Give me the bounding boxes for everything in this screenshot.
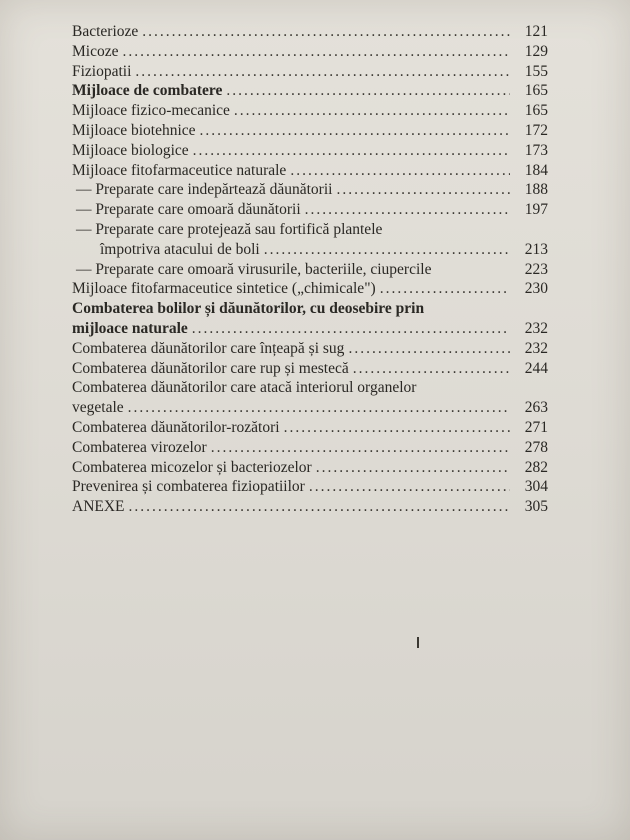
toc-entry <box>72 101 548 121</box>
toc-entry-title: — Preparate care omoară virusurile, bacteriile, ciupercile <box>76 260 432 278</box>
dot-leader <box>348 339 510 359</box>
toc-entry-title: Bacterioze <box>72 23 139 40</box>
toc-entry-page: 223 <box>524 260 548 278</box>
toc-entry-title: Combaterea virozelor <box>72 438 207 456</box>
dot-leader <box>122 42 510 62</box>
toc-entry-title: Prevenirea și combaterea fiziopatiilor <box>72 478 305 496</box>
toc-entry-page: 263 <box>524 399 548 417</box>
toc-entry-title: împotriva atacului de boli <box>100 240 260 258</box>
toc-entry <box>72 438 548 458</box>
toc-entry <box>72 458 548 478</box>
toc-entry-page: 188 <box>524 181 548 199</box>
toc-entry <box>72 121 548 141</box>
dot-leader <box>353 359 510 379</box>
toc-entry-page: 304 <box>524 478 548 496</box>
dot-leader <box>142 22 510 42</box>
toc-entry-page: 172 <box>524 121 548 139</box>
toc-entry-title: Micoze <box>72 42 119 60</box>
toc-entry <box>72 319 548 339</box>
toc-entry-title: Fiziopatii <box>72 62 132 80</box>
dot-leader <box>264 240 510 260</box>
toc-entry-page: 230 <box>524 280 548 298</box>
toc-entry <box>72 42 548 62</box>
toc-entry-page: 173 <box>524 141 548 159</box>
dot-leader <box>336 180 510 200</box>
table-of-contents <box>72 22 548 517</box>
toc-entry-page: 165 <box>524 82 548 100</box>
toc-entry-title: mijloace naturale <box>72 319 188 337</box>
toc-entry <box>72 22 548 42</box>
toc-entry-page: 197 <box>524 201 548 219</box>
toc-entry-title: Mijloace fizico-mecanice <box>72 102 230 120</box>
toc-entry-title: Mijloace biologice <box>72 141 189 159</box>
toc-entry-title: Combaterea micozelor și bacteriozelor <box>72 458 312 476</box>
toc-entry-title: — Preparate care protejează sau fortifică plantele <box>76 220 383 238</box>
toc-entry <box>72 81 548 101</box>
toc-entry-title: Combaterea dăunătorilor care atacă interiorul organelor <box>72 379 417 397</box>
dot-leader <box>290 161 510 181</box>
toc-entry <box>72 260 548 280</box>
toc-entry <box>72 398 548 418</box>
toc-entry-title: Mijloace fitofarmaceutice naturale <box>72 161 287 179</box>
toc-entry-page: 232 <box>524 319 548 337</box>
dot-leader <box>192 319 510 339</box>
toc-entry-page: 305 <box>524 498 548 516</box>
toc-entry <box>72 220 548 240</box>
dot-leader <box>305 200 510 220</box>
toc-entry <box>72 359 548 379</box>
dot-leader <box>211 438 510 458</box>
toc-entry-title: — Preparate care omoară dăunătorii <box>76 201 301 219</box>
ink-mark <box>417 637 419 648</box>
toc-entry-title: Mijloace biotehnice <box>72 121 196 139</box>
toc-entry-title: ANEXE <box>72 498 125 516</box>
dot-leader <box>316 458 510 478</box>
toc-entry-title: Combaterea dăunătorilor-rozători <box>72 418 280 436</box>
toc-entry-page: 165 <box>524 102 548 120</box>
toc-entry-title: Combaterea dăunătorilor care înțeapă și sug <box>72 339 345 357</box>
toc-entry-page: 129 <box>524 42 548 60</box>
toc-entry <box>72 497 548 517</box>
toc-entry <box>72 378 548 398</box>
toc-entry <box>72 200 548 220</box>
toc-entry-title: Mijloace de combatere <box>72 82 223 100</box>
dot-leader <box>284 418 510 438</box>
toc-entry-page: 271 <box>524 418 548 436</box>
toc-entry-title: Combaterea bolilor și dăunătorilor, cu deosebire prin <box>72 300 425 318</box>
toc-entry-page: 121 <box>524 23 548 40</box>
toc-entry <box>72 418 548 438</box>
dot-leader <box>226 81 510 101</box>
toc-entry-title: vegetale <box>72 399 124 417</box>
toc-entry <box>72 62 548 82</box>
toc-entry-page: 278 <box>524 438 548 456</box>
toc-entry-page: 155 <box>524 62 548 80</box>
toc-entry <box>72 339 548 359</box>
dot-leader <box>128 398 510 418</box>
toc-entry <box>72 141 548 161</box>
toc-entry-page: 244 <box>524 359 548 377</box>
toc-entry-title: Combaterea dăunătorilor care rup și mestecă <box>72 359 349 377</box>
toc-entry-page: 184 <box>524 161 548 179</box>
toc-entry-page: 282 <box>524 458 548 476</box>
toc-entry <box>72 299 548 319</box>
toc-entry <box>72 180 548 200</box>
dot-leader <box>129 497 510 517</box>
dot-leader <box>380 279 510 299</box>
dot-leader <box>193 141 510 161</box>
toc-entry-page: 232 <box>524 339 548 357</box>
toc-entry <box>72 240 548 260</box>
dot-leader <box>309 477 510 497</box>
toc-entry <box>72 477 548 497</box>
toc-entry-title: Mijloace fitofarmaceutice sintetice („chimicale") <box>72 280 376 298</box>
dot-leader <box>234 101 510 121</box>
dot-leader <box>200 121 510 141</box>
toc-entry-title: — Preparate care indepărtează dăunătorii <box>76 181 333 199</box>
toc-entry <box>72 161 548 181</box>
toc-entry <box>72 279 548 299</box>
dot-leader <box>135 62 510 82</box>
toc-entry-page: 213 <box>524 240 548 258</box>
